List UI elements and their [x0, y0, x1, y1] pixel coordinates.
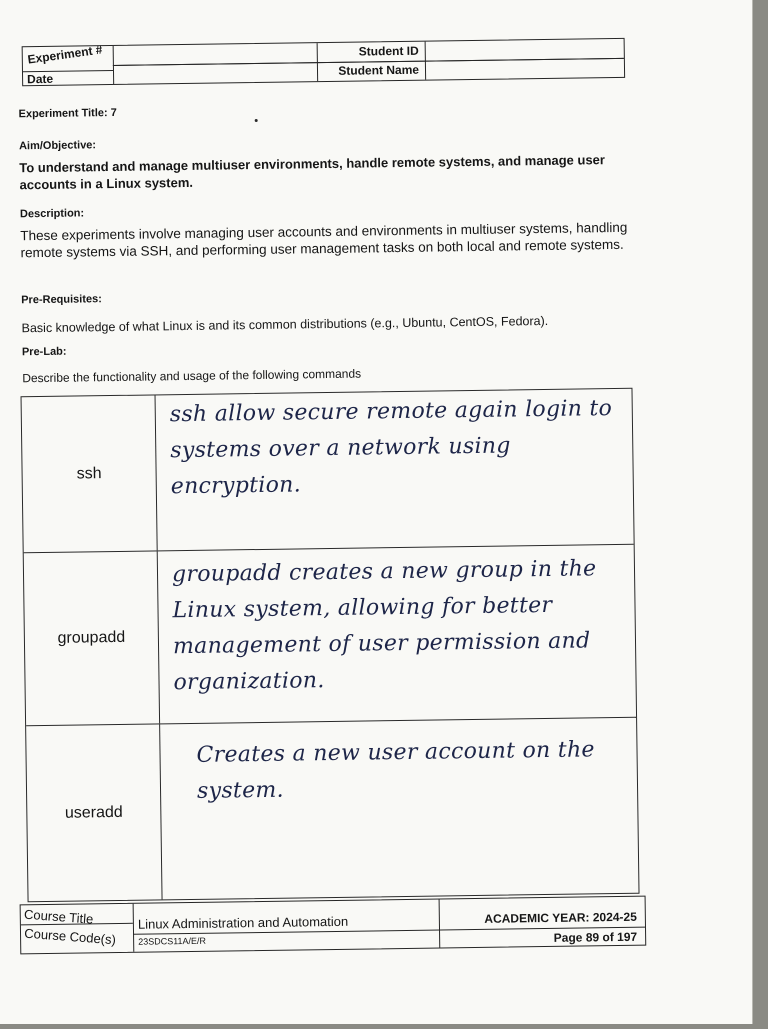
date-label: Date — [26, 71, 54, 87]
description-heading: Description: — [19, 207, 85, 221]
aim-heading: Aim/Objective: — [18, 139, 97, 153]
student-name-value — [425, 58, 625, 81]
page-number: Page 89 of 197 — [553, 929, 638, 945]
prelab-instruction: Describe the functionality and usage of the following commands — [22, 366, 362, 386]
student-id-label: Student ID — [358, 43, 419, 59]
prelab-heading: Pre-Lab: — [21, 345, 67, 359]
course-title-value: Linux Administration and Automation — [137, 913, 349, 932]
course-code-label: Course Code(s) — [23, 925, 117, 948]
command-answer: groupadd creates a new group in the Linux system, allowing for better management of user permission and organization. — [157, 545, 636, 724]
header-table — [22, 38, 625, 86]
experiment-title: Experiment Title: 7 — [18, 106, 117, 121]
course-title-label: Course Title — [23, 906, 94, 927]
description-text: These experiments involve managing user accounts and environments in multiuser systems, handling remote systems via SSH, and performing user management tasks on both local and remote systems. — [20, 219, 628, 261]
prerequisites-text: Basic knowledge of what Linux is and its common distributions (e.g., Ubuntu, CentOS, Fedora). — [21, 313, 549, 336]
command-name: useradd — [64, 803, 123, 822]
date-value — [113, 62, 317, 85]
table-row — [22, 389, 634, 553]
command-table — [21, 388, 640, 902]
footer-table — [20, 896, 647, 955]
command-name: groupadd — [57, 628, 126, 647]
stray-mark — [255, 119, 258, 122]
command-answer: Creates a new user account on the system. — [159, 718, 638, 900]
academic-year: ACADEMIC YEAR: 2024-25 — [484, 909, 637, 926]
experiment-label: Experiment # — [26, 42, 104, 67]
student-name-label: Student Name — [338, 62, 420, 78]
command-name: ssh — [76, 464, 102, 483]
table-row — [24, 545, 636, 726]
course-code-value: 23SDCS11A/E/R — [138, 935, 207, 947]
prerequisites-heading: Pre-Requisites: — [21, 293, 102, 307]
aim-text: To understand and manage multiuser environments, handle remote systems, and manage user accounts in a Linux system. — [19, 152, 606, 193]
table-row — [26, 718, 638, 901]
command-answer: ssh allow secure remote again login to systems over a network using encryption. — [155, 389, 634, 551]
